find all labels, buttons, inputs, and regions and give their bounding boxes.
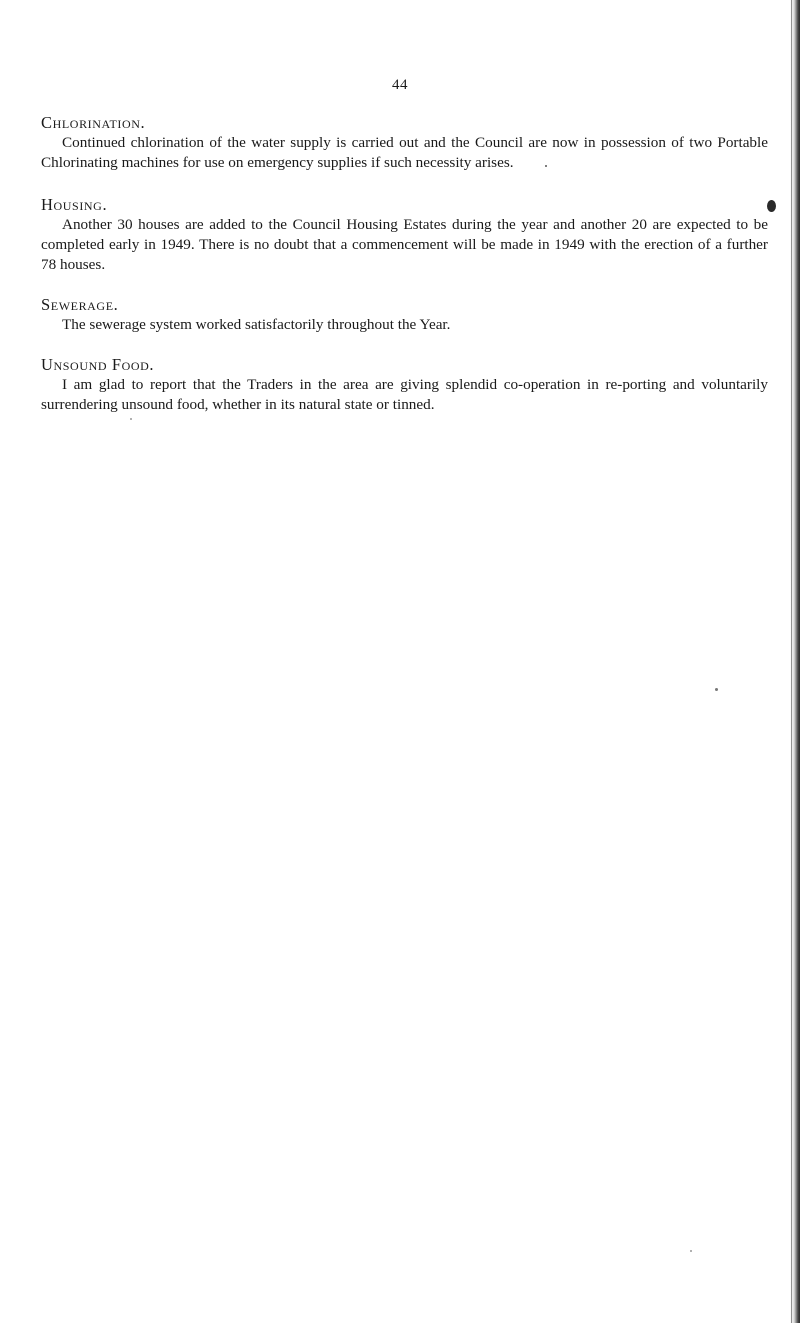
section-paragraph: Another 30 houses are added to the Council Housing Estates during the year and another 20 are expected to be completed early in 1949. There is no doubt that a commencement will be made in 1949 with the erection of a further 78 houses. [41, 216, 768, 273]
section-unsound-food [41, 355, 768, 415]
ink-speck [690, 1250, 692, 1252]
section-paragraph: The sewerage system worked satisfactorily throughout the Year. [62, 316, 451, 333]
section-paragraph: I am glad to report that the Traders in the area are giving splendid co-operation in re-porting and voluntarily surrendering unsound food, whether in its natural state or tinned. [41, 376, 768, 413]
document-body [41, 113, 768, 435]
page-edge-shadow [790, 0, 800, 1323]
ink-blot [767, 200, 776, 212]
section-heading: Unsound Food. [41, 355, 155, 374]
section-housing [41, 195, 768, 275]
section-heading: Sewerage. [41, 295, 119, 314]
section-heading: Housing. [41, 195, 108, 214]
section-sewerage [41, 295, 768, 335]
section-heading: Chlorination. [41, 113, 146, 132]
section-paragraph: Continued chlorination of the water supply is carried out and the Council are now in possession of two Portable Chlorinating machines for use on emergency supplies if such necessity arises. [41, 134, 768, 171]
ink-speck [715, 688, 718, 691]
page-number: 44 [392, 77, 408, 93]
section-chlorination [41, 113, 768, 173]
